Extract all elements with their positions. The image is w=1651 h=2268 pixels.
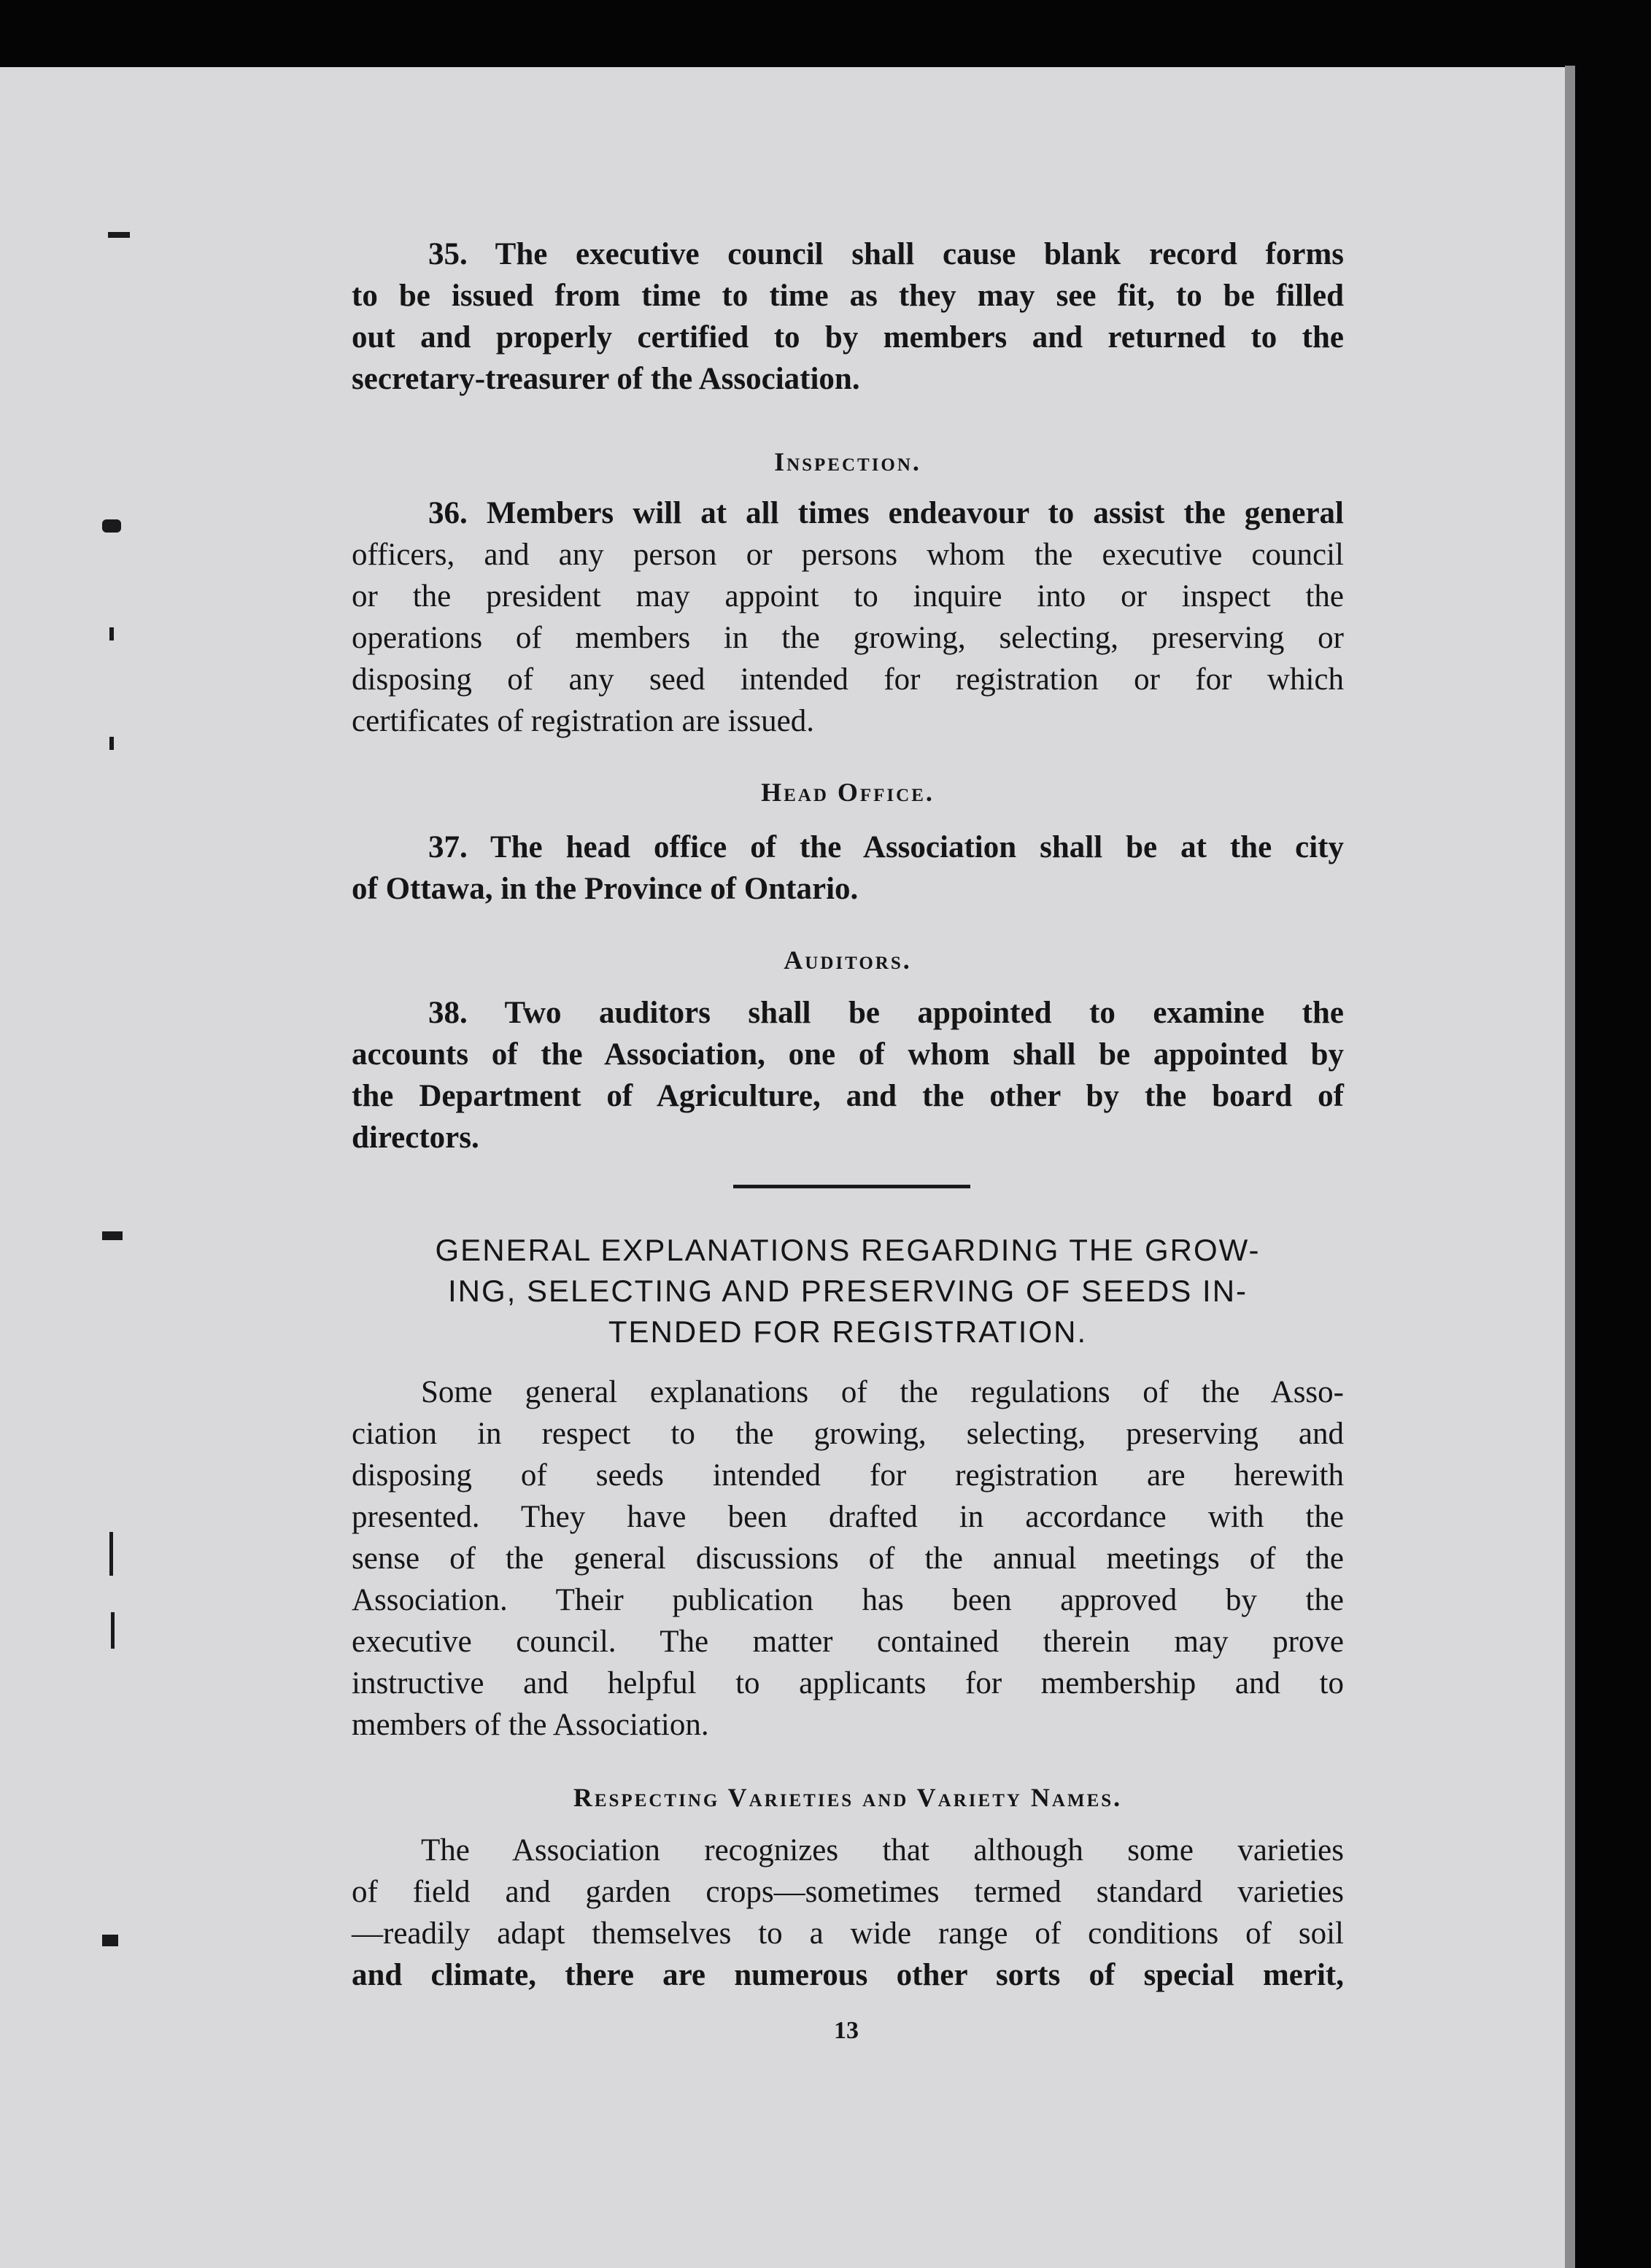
paragraph-line: 37. The head office of the Association shall be at the city (428, 830, 1344, 864)
paragraph-37 (352, 827, 1344, 910)
section-heading-head-office: Head Office. (761, 778, 935, 807)
scan-mark (111, 1612, 115, 1649)
paragraph-line: secretary-treasurer of the Association. (352, 362, 860, 396)
paragraph-line: 38. Two auditors shall be appointed to examine the (428, 996, 1344, 1030)
paragraph-38 (352, 992, 1344, 1158)
paragraph-line: members of the Association. (352, 1708, 709, 1742)
section-heading-auditors: Auditors. (784, 945, 912, 975)
scan-mark (109, 1532, 113, 1576)
section-heading-varieties: Respecting Varieties and Variety Names. (573, 1783, 1123, 1812)
varieties-paragraph (352, 1830, 1344, 1996)
paragraph-line: accounts of the Association, one of whom shall be appointed by (352, 1037, 1344, 1072)
paragraph-line: Association. Their publication has been approved by the (352, 1583, 1344, 1617)
paragraph-line: and climate, there are numerous other sorts of special merit, (352, 1958, 1344, 1992)
paragraph-line: or the president may appoint to inquire into or inspect the (352, 579, 1344, 614)
paragraph-35 (352, 233, 1344, 400)
paragraph-line: 35. The executive council shall cause blank record forms (428, 237, 1344, 271)
scan-mark (102, 1935, 118, 1946)
paragraph-line: sense of the general discussions of the annual meetings of the (352, 1541, 1344, 1576)
paragraph-line: disposing of any seed intended for registration or for which (352, 662, 1344, 697)
heading-line: TENDED FOR REGISTRATION. (608, 1315, 1088, 1349)
paragraph-line: —readily adapt themselves to a wide range of conditions of soil (352, 1916, 1344, 1951)
scan-mark (108, 232, 130, 238)
paragraph-line: presented. They have been drafted in accordance with the (352, 1500, 1344, 1534)
scan-mark (102, 1231, 123, 1240)
paragraph-line: ciation in respect to the growing, selecting, preserving and (352, 1417, 1344, 1451)
paragraph-36 (352, 492, 1344, 742)
paragraph-line: directors. (352, 1121, 479, 1155)
general-explanations-heading (352, 1230, 1344, 1352)
section-heading-inspection: Inspection. (774, 447, 921, 476)
paragraph-line: of Ottawa, in the Province of Ontario. (352, 872, 859, 906)
page-edge-shadow (1565, 66, 1575, 2268)
paragraph-line: instructive and helpful to applicants for membership and to (352, 1666, 1344, 1700)
section-divider (733, 1185, 970, 1188)
paragraph-line: The Association recognizes that although some varieties (421, 1833, 1344, 1868)
general-explanations-paragraph (352, 1371, 1344, 1746)
heading-line: GENERAL EXPLANATIONS REGARDING THE GROW- (435, 1233, 1261, 1267)
paragraph-line: of field and garden crops—sometimes termed standard varieties (352, 1875, 1344, 1909)
page-number: 13 (834, 2017, 859, 2044)
paragraph-line: operations of members in the growing, selecting, preserving or (352, 621, 1344, 655)
paragraph-line: out and properly certified to by members and returned to the (352, 320, 1344, 355)
paragraph-line: disposing of seeds intended for registration are herewith (352, 1458, 1344, 1493)
paragraph-line: to be issued from time to time as they may see fit, to be filled (352, 279, 1344, 313)
paragraph-line: the Department of Agriculture, and the other by the board of (352, 1079, 1344, 1113)
scan-mark (109, 627, 114, 640)
paragraph-line: 36. Members will at all times endeavour to assist the general (428, 496, 1344, 530)
paragraph-line: Some general explanations of the regulations of the Asso- (421, 1375, 1344, 1409)
paragraph-line: executive council. The matter contained therein may prove (352, 1625, 1344, 1659)
paragraph-line: certificates of registration are issued. (352, 704, 814, 738)
scan-mark (109, 737, 114, 750)
paragraph-line: officers, and any person or persons whom the executive council (352, 538, 1344, 572)
scan-mark (102, 519, 121, 533)
heading-line: ING, SELECTING AND PRESERVING OF SEEDS IN- (447, 1274, 1248, 1308)
